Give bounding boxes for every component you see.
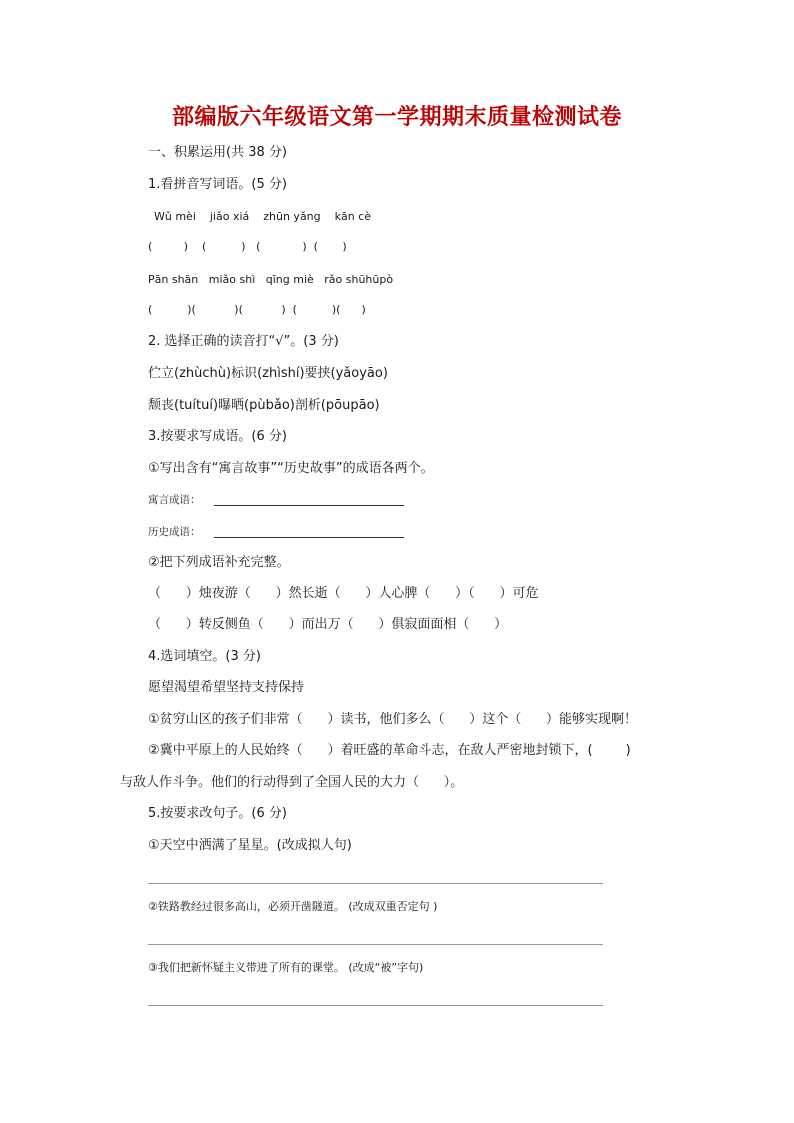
q1-blanks-row2: ( )( )( ) ( )( ): [148, 303, 366, 316]
q4-word-bank: 愿望渴望希望坚持支持保持: [148, 680, 305, 695]
q5-sentence2: ②铁路教经过很多高山，必须开凿隧道。 (改成双重否定句 ): [148, 900, 438, 913]
fable-idiom-label: 寓言成语：: [148, 494, 201, 506]
q3-idiom-row1: （ ）烛夜游（ ）然长逝（ ）人心脾（ ）（ ）可危: [148, 586, 539, 601]
q4-sentence1: ①贫穷山区的孩子们非常（ ）读书，他们多么（ ）这个（ ）能够实现啊！: [148, 712, 638, 727]
history-idiom-answer-line[interactable]: [214, 537, 404, 538]
q5-heading: 5.按要求改句子。(6 分): [148, 806, 287, 821]
section-heading: 一、积累运用(共 38 分): [148, 145, 287, 160]
q5-answer-line-1[interactable]: [148, 883, 603, 884]
q2-heading: 2. 选择正确的读音打“√”。(3 分): [148, 334, 339, 349]
q3-heading: 3.按要求写成语。(6 分): [148, 429, 287, 444]
q4-sentence2b: 与敌人作斗争。他们的行动得到了全国人民的大力（ ）。: [120, 775, 464, 790]
q3-part1: ①写出含有“寓言故事”“历史故事”的成语各两个。: [148, 461, 434, 476]
fable-idiom-answer-line[interactable]: [214, 505, 404, 506]
q5-sentence3: ③我们把新怀疑主义带进了所有的课堂。 (改成“被”字句): [148, 961, 424, 974]
q5-sentence1: ①天空中洒满了星星。(改成拟人句): [148, 838, 352, 853]
q4-sentence2a: ②冀中平原上的人民始终（ ）着旺盛的革命斗志，在敌人严密地封锁下，( ): [148, 743, 631, 758]
q4-heading: 4.选词填空。(3 分): [148, 649, 261, 664]
q5-answer-line-2[interactable]: [148, 944, 603, 945]
q1-pinyin-row2: Pān shān miǎo shì qīng miè rǎo shūhūpò: [148, 273, 394, 286]
q2-line2: 颓丧(tuítuí)曝晒(pùbǎo)剖析(pōupāo): [148, 398, 380, 413]
q1-heading: 1.看拼音写词语。(5 分): [148, 177, 287, 192]
history-idiom-label: 历史成语：: [148, 526, 201, 538]
q1-pinyin-row1: Wǔ mèi jiǎo xiá zhūn yǎng kān cè: [154, 210, 372, 223]
page-title: 部编版六年级语文第一学期期末质量检测试卷: [171, 104, 622, 130]
q3-part2: ②把下列成语补充完整。: [148, 555, 290, 570]
q1-blanks-row1: ( ) ( ) ( ) ( ): [148, 240, 347, 253]
q5-answer-line-3[interactable]: [148, 1005, 603, 1006]
q3-idiom-row2: （ ）转反侧鱼（ ）而出万（ ）俱寂面面相（ ）: [148, 617, 508, 632]
q2-line1: 伫立(zhùchù)标识(zhìshí)要挟(yǎoyāo): [148, 366, 388, 381]
